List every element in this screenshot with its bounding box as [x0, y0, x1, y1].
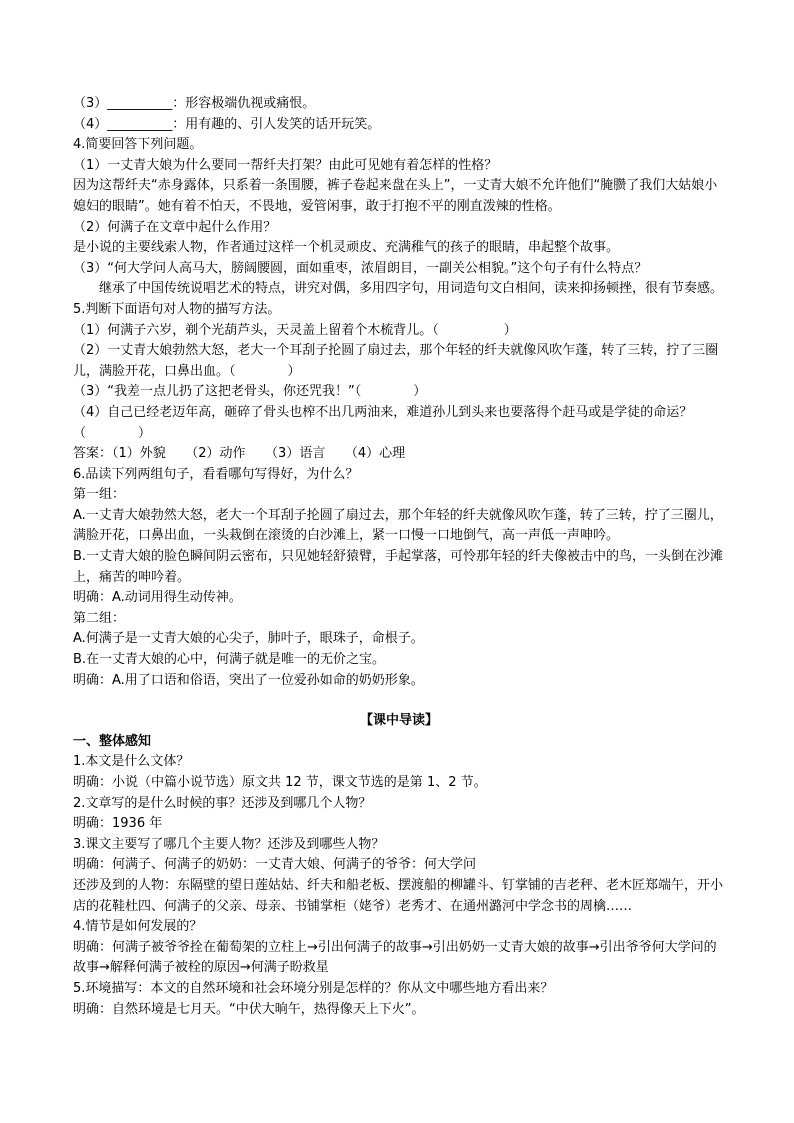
question-heading-6: 6.品读下列两组句子，看看哪句写得好，为什么？ [73, 466, 359, 482]
question-4-1: （1）一丈青大娘为什么要同一帮纤夫打架？由此可见她有着怎样的性格？ [73, 157, 498, 173]
group-2-a: A.何满子是一丈青大娘的心尖子，肺叶子，眼珠子，命根子。 [73, 631, 424, 647]
section-title: 【课中导读】 [359, 713, 438, 729]
fill-blank-4: （4）__________：用有趣的、引人发笑的话开玩笑。 [73, 116, 381, 132]
answer-4-1: 因为这帮纤夫“赤身露体，只系着一条围腰，裤子卷起来盘在头上”，一丈青大娘不允许他们“腌臜了我们大姑娘小媳妇的眼睛”。她有着不怕天，不畏地，爱管闲事，敢于打抱不平的刚直泼辣的性格。 [73, 178, 718, 214]
a5-environment: 明确：自然环境是七月天。“中伏大晌午，热得像天上下火”。 [73, 1001, 425, 1017]
document-page [73, 94, 725, 1020]
part-heading: 一、整体感知 [73, 733, 152, 749]
a1-genre: 明确：小说（中篇小说节选）原文共 12 节，课文节选的是第 1、2 节。 [73, 775, 487, 790]
group-1-answer: 明确：A.动词用得生动传神。 [73, 590, 242, 606]
a3-main-characters: 明确：何满子、何满子的奶奶：一丈青大娘、何满子的爷爷：何大学问 [73, 857, 477, 873]
question-heading-4: 4.简要回答下列问题。 [73, 137, 203, 153]
q5-environment: 5.环境描写：本文的自然环境和社会环境分别是怎样的？你从文中哪些地方看出来？ [73, 980, 554, 996]
question-5-2: （2）一丈青大娘勃然大怒，老大一个耳刮子抡圆了扇过去，那个年轻的纤夫就像风吹乍蓬，转了三转，拧了三圈儿，满脸开花，口鼻出血。（ ） [73, 343, 719, 379]
question-4-3: （3）“何大学问人高马大，膀阔腰圆，面如重枣，浓眉朗目，一副关公相貌。”这个句子有什么特点？ [73, 260, 648, 276]
a2-time: 明确：1936 年 [73, 816, 163, 832]
question-5-3: （3）“我差一点儿扔了这把老骨头，你还咒我！”（ ） [73, 384, 427, 400]
group-1-a: A.一丈青大娘勃然大怒，老大一个耳刮子抡圆了扇过去，那个年轻的纤夫就像风吹乍蓬，转了三转，拧了三圈儿，满脸开花，口鼻出血，一头栽倒在滚烫的白沙滩上，紧一口慢一口地倒气，高一声低一声呻吟。 [73, 507, 723, 544]
question-5-4: （4）自己已经老迈年高，砸碎了骨头也榨不出几两油来，难道孙儿到头来也要落得个赶马或是学徒的命运？（ ） [73, 404, 693, 441]
a3-other-characters: 还涉及到的人物：东隔壁的望日莲姑姑、纤夫和船老板、摆渡船的柳罐斗、钉掌铺的吉老秤、老木匠郑端午，开小店的花鞋杜四、何满子的父亲、母亲、书铺掌柜（姥爷）老秀才、在通州潞河中学念书的周檎…… [73, 877, 724, 914]
answer-5: 答案：（1）外貌 （2）动作 （3）语言 （4）心理 [73, 446, 406, 462]
q3-characters: 3.课文主要写了哪几个主要人物？还涉及到哪些人物？ [73, 836, 385, 852]
q2-time: 2.文章写的是什么时候的事？还涉及到哪几个人物？ [73, 795, 372, 811]
q1-genre: 1.本文是什么文体？ [73, 754, 190, 770]
group-1-b: B.一丈青大娘的脸色瞬间阴云密布，只见她轻舒猿臂，手起掌落，可怜那年轻的纤夫像被击中的鸟，一头倒在沙滩上，痛苦的呻吟着。 [73, 549, 724, 585]
group-1-label: 第一组： [73, 487, 126, 503]
fill-blank-3: （3）__________：形容极端仇视或痛恨。 [73, 96, 316, 111]
a4-plot: 明确：何满子被爷爷拴在葡萄架的立柱上→引出何满子的故事→引出奶奶一丈青大娘的故事→引出爷爷何大学问的故事→解释何满子被栓的原因→何满子盼救星 [73, 939, 717, 976]
q4-plot: 4.情节是如何发展的？ [73, 919, 203, 935]
answer-4-3: 继承了中国传统说唱艺术的特点，讲究对偶，多用四字句，用词造句文白相间，读来抑扬顿挫，很有节奏感。 [99, 281, 724, 297]
group-2-label: 第二组： [73, 610, 126, 626]
group-2-answer: 明确：A.用了口语和俗语，突出了一位爱孙如命的奶奶形象。 [73, 672, 424, 688]
answer-4-2: 是小说的主要线索人物，作者通过这样一个机灵顽皮、充满稚气的孩子的眼睛，串起整个故事。 [73, 240, 620, 256]
question-4-2: （2）何满子在文章中起什么作用？ [73, 219, 277, 235]
group-2-b: B.在一丈青大娘的心中，何满子就是唯一的无价之宝。 [73, 652, 386, 668]
question-heading-5: 5.判断下面语句对人物的描写方法。 [73, 301, 281, 317]
question-5-1: （1）何满子六岁，剃个光葫芦头，天灵盖上留着个木梳背儿。（ ） [73, 322, 517, 338]
